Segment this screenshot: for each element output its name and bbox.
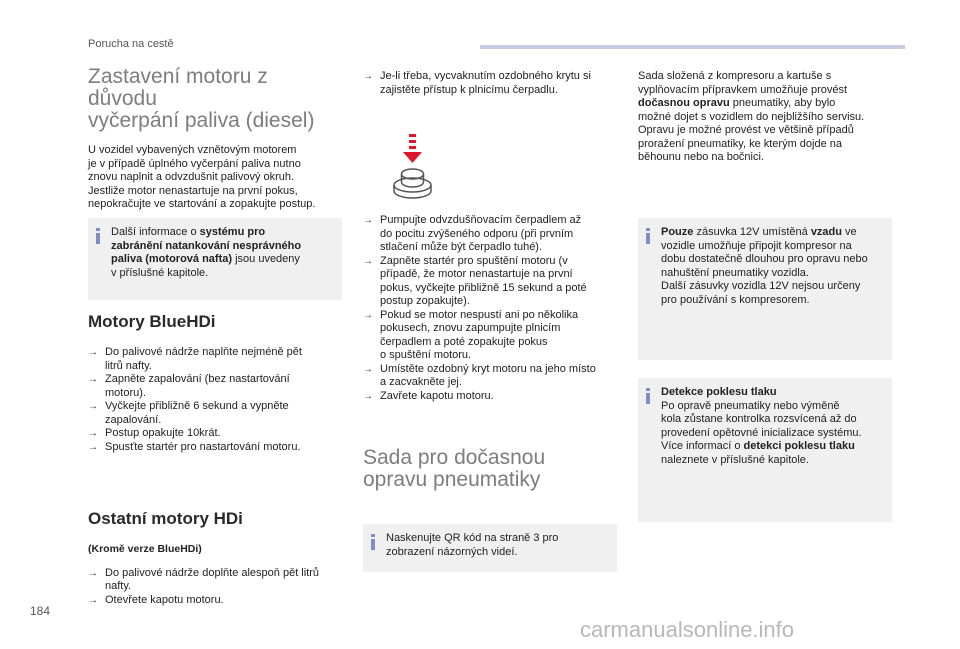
hdi-section xyxy=(88,509,342,607)
list-item: → Otevřete kapotu motoru. xyxy=(88,594,342,608)
info-icon xyxy=(646,388,650,404)
page-number: 184 xyxy=(30,604,51,618)
cover-step xyxy=(363,70,617,97)
list-item: → Je-li třeba, vycvaknutím ozdobného krytu si zajistěte přístup k plnicímu čerpadlu. xyxy=(363,70,617,97)
hdi-note: (Kromě verze BlueHDi) xyxy=(88,543,202,555)
list-item: → Pokud se motor nespustí ani po několika pokusech, znovu zapumpujte plnicím čerpadlem a poté zopakujte pokus o spuštění motoru. xyxy=(363,309,617,363)
bluehdi-steps xyxy=(88,346,342,454)
list-item: → Zapněte startér pro spuštění motoru (v případě, že motor nenastartuje na první pokus, vyčkejte přibližně 15 sekund a poté postup zopakujte). xyxy=(363,255,617,309)
pump-steps xyxy=(363,214,617,403)
hdi-steps xyxy=(88,567,342,608)
watermark: carmanualsonline.info xyxy=(580,617,795,642)
list-item: → Do palivové nádrže naplňte nejméně pět litrů nafty. xyxy=(88,346,342,373)
info-box-misfuel: Další informace o systému pro zabránění natankování nesprávného paliva (motorová nafta) jsou uvedeny v příslušné kapitole. xyxy=(88,218,342,300)
section-title-tyre-kit: Sada pro dočasnou opravu pneumatiky xyxy=(363,446,546,491)
info-icon xyxy=(646,228,650,244)
column-right xyxy=(638,66,892,165)
section-title-fuel: Zastavení motoru z důvodu vyčerpání paliva (diesel) xyxy=(88,65,315,132)
pump-arrow-icon xyxy=(403,134,422,163)
column-middle xyxy=(363,66,617,97)
header-bar xyxy=(480,45,905,49)
bluehdi-title: Motory BlueHDi xyxy=(88,312,216,331)
list-item: → Zapněte zapalování (bez nastartování motoru). xyxy=(88,373,342,400)
info-box-qr: Naskenujte QR kód na straně 3 pro zobrazení názorných videí. xyxy=(363,524,617,572)
list-item: → Zavřete kapotu motoru. xyxy=(363,390,617,404)
info-box-12v-socket: Pouze zásuvka 12V umístěná vzadu ve vozidle umožňuje připojit kompresor na dobu dostatečně dlouhou pro opravu nebo nahuštění pneumatiky vozidla. Další zásuvky vozidla 12V nejsou určeny pro používání s kompresorem. xyxy=(638,218,892,360)
hdi-title: Ostatní motory HDi xyxy=(88,509,243,528)
list-item: → Vyčkejte přibližně 6 sekund a vypněte zapalování. xyxy=(88,400,342,427)
list-item: → Do palivové nádrže doplňte alespoň pět litrů nafty. xyxy=(88,567,342,594)
fuel-intro: U vozidel vybavených vznětovým motorem je v případě úplného vyčerpání paliva nutno znovu naplnit a odvzdušnit palivový okruh. Jestliže motor nenastartuje na první pokus, nepokračujte ve startování a zopakujte postup. xyxy=(88,144,316,210)
list-item: → Postup opakujte 10krát. xyxy=(88,427,342,441)
column-left xyxy=(88,66,342,212)
section-header: Porucha na cestě xyxy=(88,38,174,50)
list-item: → Spusťte startér pro nastartování motoru. xyxy=(88,441,342,455)
info-icon xyxy=(371,534,375,550)
info-box-tpms: Detekce poklesu tlaku Po opravě pneumatiky nebo výměně kola zůstane kontrolka rozsvícená až do provedení opětovné inicializace systému. Více informací o detekci poklesu tlaku naleznete v příslušné kapitole. xyxy=(638,378,892,522)
tyre-kit-intro: Sada složená z kompresoru a kartuše s vyplňovacím přípravkem umožňuje provést dočasnou opravu pneumatiky, aby bylo možné dojet s vozidlem do nejbližšího servisu. Opravu je možné provést ve většině případů proražení pneumatiky, ke kterým dojde na běhounu nebo na bočnici. xyxy=(638,70,865,163)
pump-body-icon xyxy=(394,169,431,198)
pump-steps-section xyxy=(363,214,617,403)
list-item: → Pumpujte odvzdušňovacím čerpadlem až do pocitu zvýšeného odporu (při prvním stlačení může být čerpadlo tuhé). xyxy=(363,214,617,255)
bluehdi-section xyxy=(88,312,342,454)
primer-pump-illustration xyxy=(390,130,435,200)
info-icon xyxy=(96,228,100,244)
list-item: → Umístěte ozdobný kryt motoru na jeho místo a zacvakněte jej. xyxy=(363,363,617,390)
